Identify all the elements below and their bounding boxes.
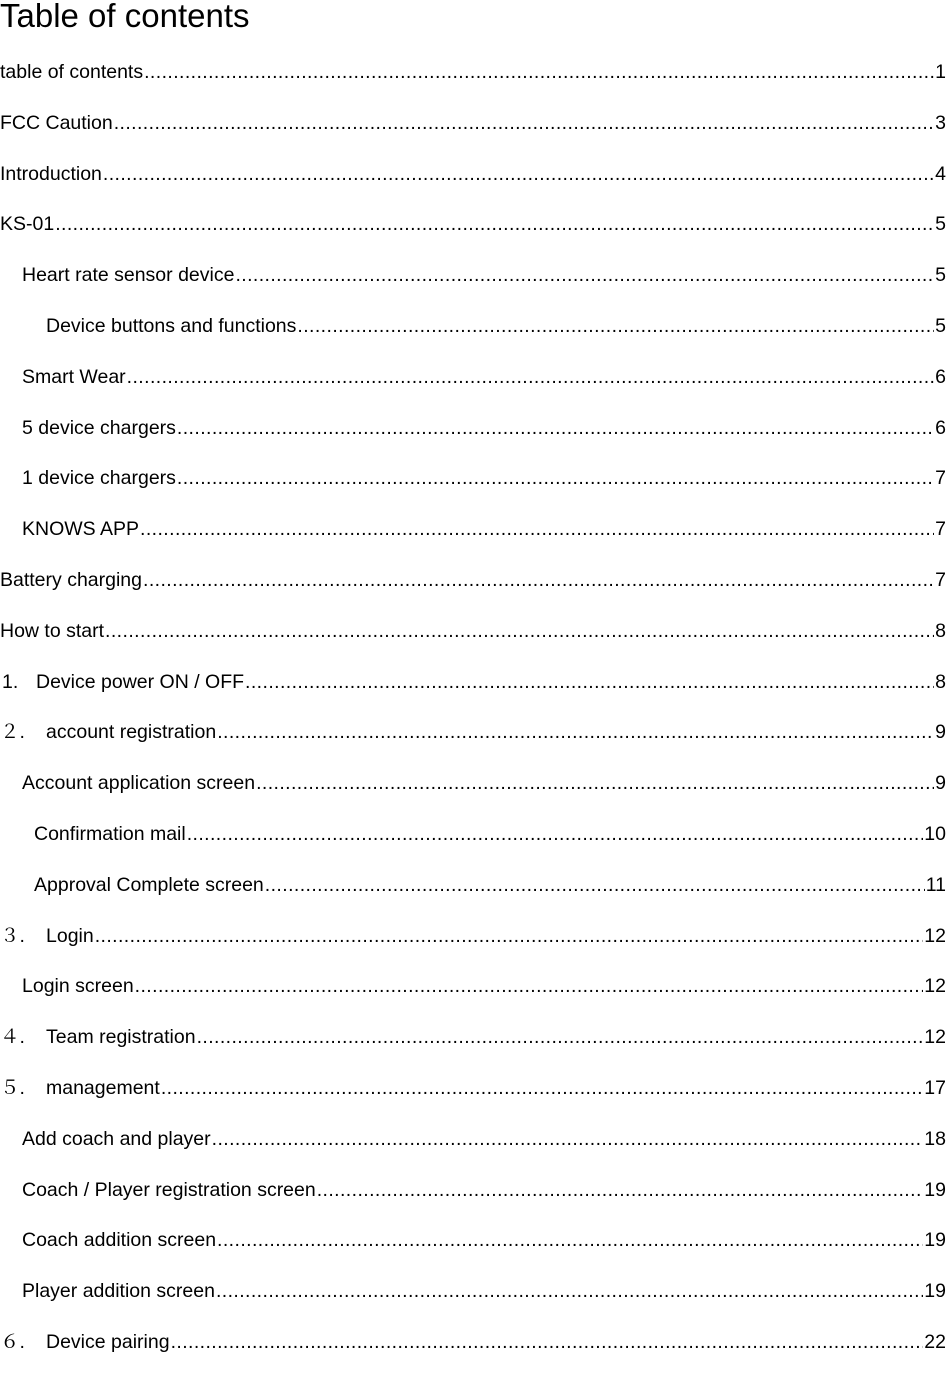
toc-entry-title: Player addition screen bbox=[22, 1280, 215, 1303]
toc-entry-title: Account application screen bbox=[22, 772, 256, 795]
toc-entry-title: How to start bbox=[0, 619, 105, 642]
toc-page-number: 7 bbox=[935, 518, 946, 541]
toc-entry[interactable] bbox=[0, 922, 947, 973]
toc-dot-leader bbox=[135, 972, 924, 1000]
table-of-contents bbox=[0, 58, 947, 1379]
toc-page-number: 8 bbox=[935, 619, 946, 642]
toc-entry[interactable] bbox=[0, 668, 947, 719]
toc-page-number: 11 bbox=[925, 873, 946, 896]
toc-entry-title: Approval Complete screen bbox=[34, 873, 264, 896]
toc-page-number: 19 bbox=[924, 1178, 946, 1201]
toc-dot-leader bbox=[114, 109, 934, 137]
toc-entry-title: Smart Wear bbox=[22, 365, 126, 388]
toc-dot-leader bbox=[55, 210, 934, 238]
toc-dot-leader bbox=[256, 769, 934, 797]
toc-dot-leader bbox=[245, 668, 934, 696]
toc-entry-title: Heart rate sensor device bbox=[22, 264, 235, 287]
toc-entry[interactable] bbox=[0, 464, 947, 515]
toc-entry-title: management bbox=[46, 1076, 160, 1099]
toc-entry[interactable] bbox=[0, 160, 947, 211]
toc-entry-title: Coach addition screen bbox=[22, 1229, 217, 1252]
toc-page-number: 9 bbox=[935, 721, 946, 744]
toc-entry[interactable] bbox=[0, 718, 947, 769]
toc-entry-title: Add coach and player bbox=[22, 1127, 211, 1150]
toc-page-number: 9 bbox=[935, 772, 946, 795]
toc-dot-leader bbox=[95, 922, 924, 950]
toc-entry[interactable] bbox=[0, 210, 947, 261]
toc-dot-leader bbox=[103, 160, 934, 188]
toc-page-number: 12 bbox=[924, 975, 946, 998]
toc-entry[interactable] bbox=[0, 1074, 947, 1125]
toc-dot-leader bbox=[216, 1277, 923, 1305]
toc-entry[interactable] bbox=[0, 312, 947, 363]
toc-page-number: 6 bbox=[935, 365, 946, 388]
toc-dot-leader bbox=[317, 1176, 924, 1204]
toc-entry-number: ６. bbox=[0, 1330, 25, 1353]
toc-entry-title: FCC Caution bbox=[0, 111, 113, 134]
toc-entry[interactable] bbox=[0, 972, 947, 1023]
toc-entry[interactable] bbox=[0, 1125, 947, 1176]
toc-dot-leader bbox=[235, 261, 934, 289]
toc-entry-number: ２. bbox=[0, 721, 25, 744]
toc-dot-leader bbox=[217, 1226, 923, 1254]
toc-page-number: 19 bbox=[924, 1229, 946, 1252]
toc-dot-leader bbox=[171, 1328, 924, 1356]
toc-page-number: 19 bbox=[924, 1280, 946, 1303]
toc-entry-title: 5 device chargers bbox=[22, 416, 176, 439]
toc-entry[interactable] bbox=[0, 414, 947, 465]
toc-entry-title: Team registration bbox=[46, 1026, 196, 1049]
toc-dot-leader bbox=[161, 1074, 923, 1102]
toc-entry[interactable] bbox=[0, 617, 947, 668]
toc-dot-leader bbox=[212, 1125, 924, 1153]
toc-entry[interactable] bbox=[0, 515, 947, 566]
toc-dot-leader bbox=[187, 820, 924, 848]
toc-entry[interactable] bbox=[0, 871, 947, 922]
toc-entry[interactable] bbox=[0, 1023, 947, 1074]
toc-entry-title: Confirmation mail bbox=[34, 822, 186, 845]
toc-entry-title: KS-01 bbox=[0, 213, 55, 236]
toc-entry-title: account registration bbox=[46, 721, 217, 744]
toc-page-number: 7 bbox=[935, 568, 946, 591]
toc-entry-title: Login screen bbox=[22, 975, 134, 998]
toc-page-number: 7 bbox=[935, 467, 946, 490]
toc-page-number: 5 bbox=[935, 213, 946, 236]
toc-entry-title: Battery charging bbox=[0, 568, 142, 591]
page-title: Table of contents bbox=[0, 0, 250, 34]
toc-page-number: 5 bbox=[935, 264, 946, 287]
toc-entry[interactable] bbox=[0, 261, 947, 312]
toc-page-number: 1 bbox=[935, 61, 946, 83]
toc-dot-leader bbox=[217, 718, 934, 746]
toc-dot-leader bbox=[197, 1023, 924, 1051]
toc-entry[interactable] bbox=[0, 109, 947, 160]
toc-entry-title: Device buttons and functions bbox=[46, 314, 297, 337]
toc-dot-leader bbox=[140, 515, 934, 543]
toc-dot-leader bbox=[265, 871, 925, 899]
toc-dot-leader bbox=[144, 58, 934, 86]
toc-entry[interactable] bbox=[0, 566, 947, 617]
toc-entry[interactable] bbox=[0, 1328, 947, 1379]
toc-page-number: 12 bbox=[924, 1026, 946, 1049]
toc-entry-number: ４. bbox=[0, 1026, 25, 1049]
toc-dot-leader bbox=[127, 363, 934, 391]
toc-page-number: 8 bbox=[935, 670, 946, 693]
toc-entry[interactable] bbox=[0, 363, 947, 414]
toc-page-number: 6 bbox=[935, 416, 946, 439]
toc-entry[interactable] bbox=[0, 1176, 947, 1227]
toc-entry[interactable] bbox=[0, 1277, 947, 1328]
toc-entry[interactable] bbox=[0, 1226, 947, 1277]
toc-entry[interactable] bbox=[0, 769, 947, 820]
toc-dot-leader bbox=[105, 617, 934, 645]
toc-entry[interactable] bbox=[0, 58, 947, 109]
toc-dot-leader bbox=[297, 312, 934, 340]
toc-entry-number: 1. bbox=[2, 670, 19, 693]
toc-page-number: 22 bbox=[924, 1330, 946, 1353]
toc-page-number: 12 bbox=[924, 924, 946, 947]
toc-entry-title: Login bbox=[46, 924, 94, 947]
toc-page-number: 3 bbox=[935, 111, 946, 134]
toc-page-number: 5 bbox=[935, 314, 946, 337]
toc-entry-number: ３. bbox=[0, 924, 25, 947]
toc-page-number: 18 bbox=[924, 1127, 946, 1150]
toc-entry-title: table of contents bbox=[0, 61, 144, 83]
toc-page-number: 10 bbox=[924, 822, 946, 845]
toc-entry-title: 1 device chargers bbox=[22, 467, 176, 490]
toc-dot-leader bbox=[177, 464, 934, 492]
toc-page-number: 4 bbox=[935, 162, 946, 185]
toc-entry-title: KNOWS APP bbox=[22, 518, 140, 541]
toc-dot-leader bbox=[177, 414, 934, 442]
toc-entry-title: Device pairing bbox=[46, 1330, 170, 1353]
toc-page-number: 17 bbox=[924, 1076, 946, 1099]
toc-dot-leader bbox=[143, 566, 934, 594]
toc-entry-number: ５. bbox=[0, 1076, 25, 1099]
toc-entry-title: Introduction bbox=[0, 162, 102, 185]
toc-entry[interactable] bbox=[0, 820, 947, 871]
toc-entry-title: Device power ON / OFF bbox=[36, 670, 245, 693]
toc-entry-title: Coach / Player registration screen bbox=[22, 1178, 316, 1201]
